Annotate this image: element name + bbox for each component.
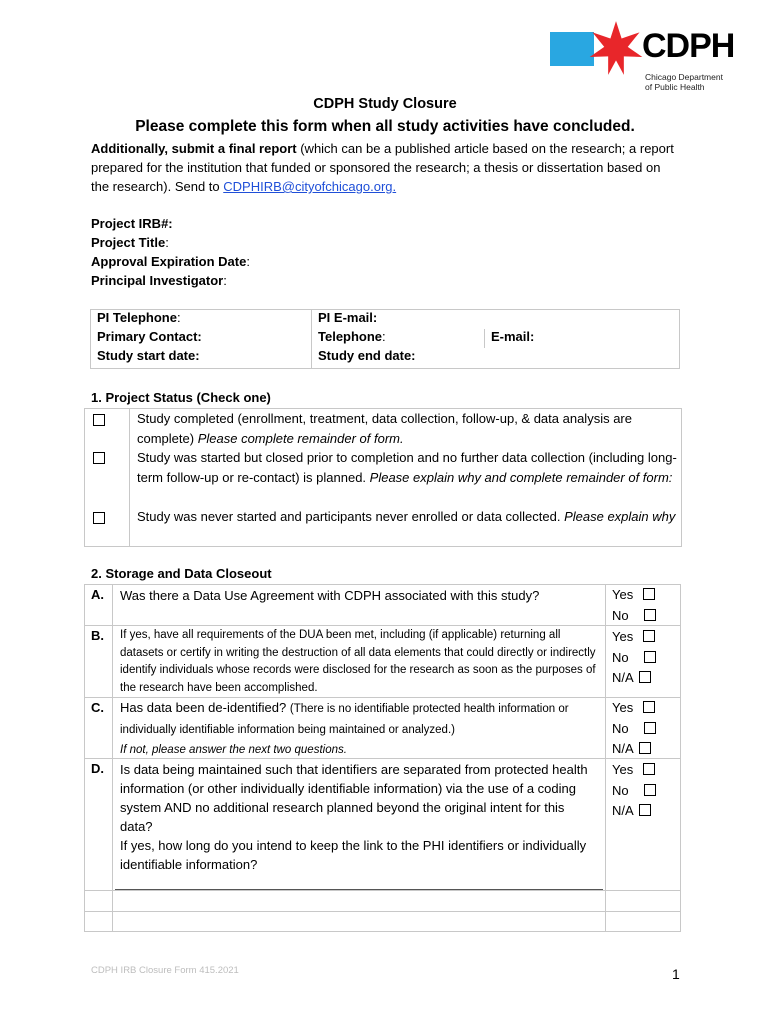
star-icon <box>588 20 644 76</box>
checkbox-icon[interactable] <box>643 588 655 600</box>
grid-line <box>84 890 681 891</box>
question-c-na[interactable]: N/A <box>612 739 656 760</box>
question-a-yes[interactable]: Yes <box>612 585 656 606</box>
question-a-no[interactable]: No <box>612 606 656 627</box>
intro-paragraph: Additionally, submit a final report (which can be a published article based on the research; a report prepared for the institution that funded or sponsored the research; a thesis or dissertation based on the research). Send to CDPHIRB@cityofchicago.org. <box>91 141 674 194</box>
question-a-options <box>612 585 656 626</box>
checkbox-icon[interactable] <box>643 630 655 642</box>
checkbox-icon[interactable] <box>639 804 651 816</box>
checkbox-icon[interactable] <box>643 701 655 713</box>
contact-info-table <box>90 309 680 369</box>
question-b-yes[interactable]: Yes <box>612 627 656 648</box>
irb-email-link[interactable]: CDPHIRB@cityofchicago.org. <box>223 179 397 194</box>
footer-form-id: CDPH IRB Closure Form 415.2021 <box>91 965 239 976</box>
project-irb-label: Project IRB#: <box>91 216 173 231</box>
question-a-text: Was there a Data Use Agreement with CDPH associated with this study? <box>120 588 540 603</box>
checkbox-icon[interactable] <box>643 763 655 775</box>
question-b-options <box>612 627 656 689</box>
question-d-text: Is data being maintained such that identifiers are separated from protected health information (or other individually identifiable information) via the use of a coding system AND no additional research planned beyond the original intent for this data? If yes, how long do you intend to keep the link to the PHI identifiers or individually identifiable information? <box>120 762 588 872</box>
grid-line <box>84 911 681 912</box>
question-c-yes[interactable]: Yes <box>612 698 656 719</box>
status-closed-early-text: Study was started but closed prior to completion and no further data collection (including long-term follow-up or re-contact) is planned. Please explain why and complete remainder of form: <box>137 450 677 485</box>
status-completed-checkbox[interactable] <box>93 414 105 426</box>
question-a-letter: A. <box>91 587 104 602</box>
question-d-na[interactable]: N/A <box>612 801 656 822</box>
project-title-label: Project Title: <box>91 235 169 250</box>
question-b-text: If yes, have all requirements of the DUA been met, including (if applicable) returning all datasets or certify in writing the destruction of all data elements that could directly or indirectly identify individuals whose records were disclosed for the research as soon as the purposes of the research have been accomplished. <box>120 629 596 694</box>
study-end-date-cell[interactable]: Study end date: <box>312 348 680 369</box>
question-d-no[interactable]: No <box>612 781 656 802</box>
page-number: 1 <box>672 966 680 982</box>
question-d-yes[interactable]: Yes <box>612 760 656 781</box>
checkbox-icon[interactable] <box>644 609 656 621</box>
question-d-letter: D. <box>91 761 104 776</box>
grid-line <box>84 625 681 626</box>
status-never-started-text: Study was never started and participants never enrolled or data collected. Please explain why <box>137 509 676 524</box>
status-completed-text: Study completed (enrollment, treatment, data collection, follow-up, & data analysis are complete) Please complete remainder of form. <box>137 411 632 446</box>
primary-contact-cell[interactable]: Primary Contact: <box>91 329 312 348</box>
checkbox-icon[interactable] <box>639 671 651 683</box>
question-c-letter: C. <box>91 700 104 715</box>
status-closed-early-checkbox[interactable] <box>93 452 105 464</box>
checkbox-icon[interactable] <box>644 784 656 796</box>
question-b-no[interactable]: No <box>612 648 656 669</box>
section-storage-title: 2. Storage and Data Closeout <box>91 566 272 581</box>
pi-email-cell[interactable]: PI E-mail: <box>312 310 680 330</box>
question-c-no[interactable]: No <box>612 719 656 740</box>
status-never-started-checkbox[interactable] <box>93 512 105 524</box>
question-c-options <box>612 698 656 760</box>
logo-name: CDPH <box>642 27 735 65</box>
telephone-cell[interactable]: Telephone: <box>312 329 485 348</box>
checkbox-icon[interactable] <box>644 722 656 734</box>
study-start-date-cell[interactable]: Study start date: <box>91 348 312 369</box>
question-c-text: Has data been de-identified? (There is no identifiable protected health information or individually identifiable information being maintained or analyzed.) If not, please answer the next two questions. <box>120 700 569 756</box>
checkbox-icon[interactable] <box>639 742 651 754</box>
page-subtitle: Please complete this form when all study activities have concluded. <box>135 118 635 135</box>
cdph-logo <box>550 22 740 94</box>
status-divider <box>129 408 130 547</box>
answer-line[interactable] <box>115 889 603 890</box>
approval-expiration-label: Approval Expiration Date: <box>91 254 250 269</box>
question-b-letter: B. <box>91 628 104 643</box>
checkbox-icon[interactable] <box>644 651 656 663</box>
section-project-status-title: 1. Project Status (Check one) <box>91 390 271 405</box>
pi-telephone-cell[interactable]: PI Telephone: <box>91 310 312 330</box>
question-b-na[interactable]: N/A <box>612 668 656 689</box>
email-cell[interactable]: E-mail: <box>485 329 680 348</box>
principal-investigator-label: Principal Investigator: <box>91 273 227 288</box>
logo-subtitle: Chicago Department of Public Health <box>645 72 723 92</box>
page-title: CDPH Study Closure <box>313 96 457 112</box>
question-d-options <box>612 760 656 822</box>
